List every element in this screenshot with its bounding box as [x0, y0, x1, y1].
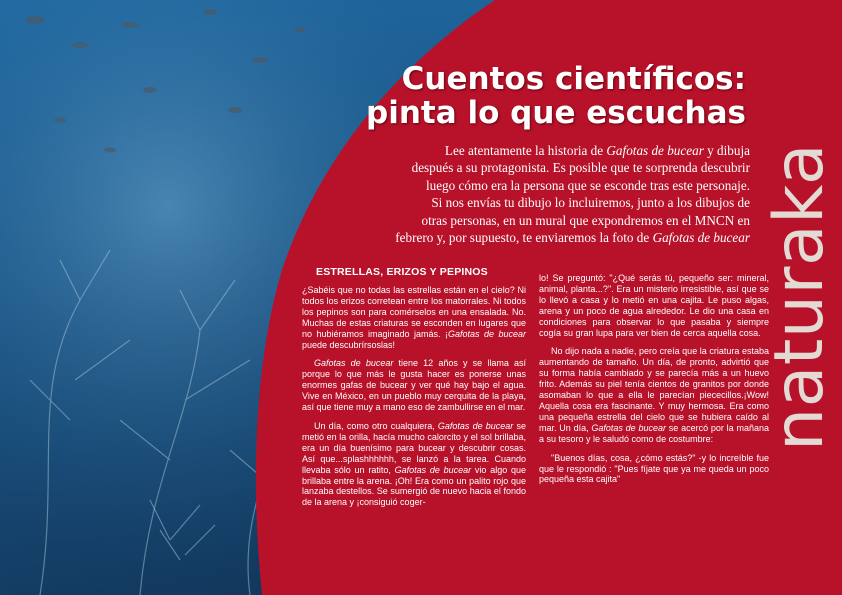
paragraph: "Buenos días, cosa, ¿cómo estás?" -y lo increíble fue que le respondió : "Pues fíjate que ya me queda un poco pequeña esta cajita" [539, 452, 769, 485]
intro-line-6: febrero y, por supuesto, te enviaremos la foto de Gafotas de bucear [395, 230, 750, 246]
article-heading: ESTRELLAS, ERIZOS Y PEPINOS [316, 266, 488, 278]
article-column-2 [539, 273, 769, 493]
story-title-emphasis: Gafotas de bucear [606, 143, 704, 158]
intro-line-3: luego cómo era la persona que se esconde tras este personaje. [425, 177, 750, 193]
page-title-line1: Cuentos científicos: [401, 61, 746, 97]
intro-line-2: después a su protagonista. Es posible que te sorprenda descubrir [411, 160, 750, 176]
intro-paragraph [342, 142, 750, 246]
article-column-1 [302, 285, 526, 516]
paragraph: Gafotas de bucear tiene 12 años y se llama así porque lo que más le gusta hacer es ponerse unas enormes gafas de bucear y ver qué hay bajo el agua. Vive en México, en un pueblo muy cerquita de la playa, así que tiene muy a mano eso de zambullirse en el mar. [302, 358, 526, 413]
page-title-line2: pinta lo que escuchas [366, 95, 746, 131]
story-title-emphasis: Gafotas de bucear [652, 230, 750, 246]
paragraph: Un día, como otro cualquiera, Gafotas de bucear se metió en la orilla, hacía mucho calorcito y el sol brillaba, era un día buenísimo para bucear y descubrir cosas. Así que...splashhhhhh, se lanzó a la tarea. Cuando llevaba sólo un ratito, Gafotas de bucear vio algo que brillaba entre la arena. ¡Oh! Era como un palito rojo que lanzaba destellos. Se sumergió de nuevo hacia el fondo de la arena y ¡consiguió coger- [302, 420, 526, 508]
paragraph: No dijo nada a nadie, pero creía que la criatura estaba aumentando de tamaño. Un día, de pronto, advirtió que su forma había cambiado y se parecía más a un huevo frito. Además su piel tenía cientos de granitos por donde asomaban lo que a ella le parecían piececillos.¡Wow! Aquella cosa era fascinante. Y muy hermosa. Era como una pequeña estrella del cielo que se hubiera caído al mar. Un día, Gafotas de bucear se acercó por la mañana a su tesoro y le saludó como de costumbre: [539, 346, 769, 444]
paragraph: lo! Se preguntó: "¿Qué serás tú, pequeño ser: mineral, animal, planta...?". Era un misterio irresistible, así que se lo llevó a casa y lo metió en una cajita. Le puso algas, arena y un poco de agua alrededor. Le dio una casa en condiciones para observar lo que pasaba y siempre cogía su gran lupa para ver bien de cerca aquella cosa. [539, 273, 769, 338]
paragraph: ¿Sabéis que no todas las estrellas están en el cielo? Ni todos los erizos corretean entre los matorrales. Ni todos los pepinos son para comérselos en una ensalada. No. Muchas de estas criaturas se esconden en lugares que no hubiéramos imaginado jamás. ¡Gafotas de bucear puede descubrírsoslas! [302, 285, 526, 350]
section-label-vertical: naturaka [760, 142, 839, 452]
intro-line-5: otras personas, en un mural que expondremos en el MNCN en [421, 212, 750, 228]
intro-line-1: Lee atentamente la historia de Gafotas de bucear y dibuja [444, 143, 750, 158]
intro-line-4: Si nos envías tu dibujo lo incluiremos, junto a los dibujos de [431, 195, 750, 211]
